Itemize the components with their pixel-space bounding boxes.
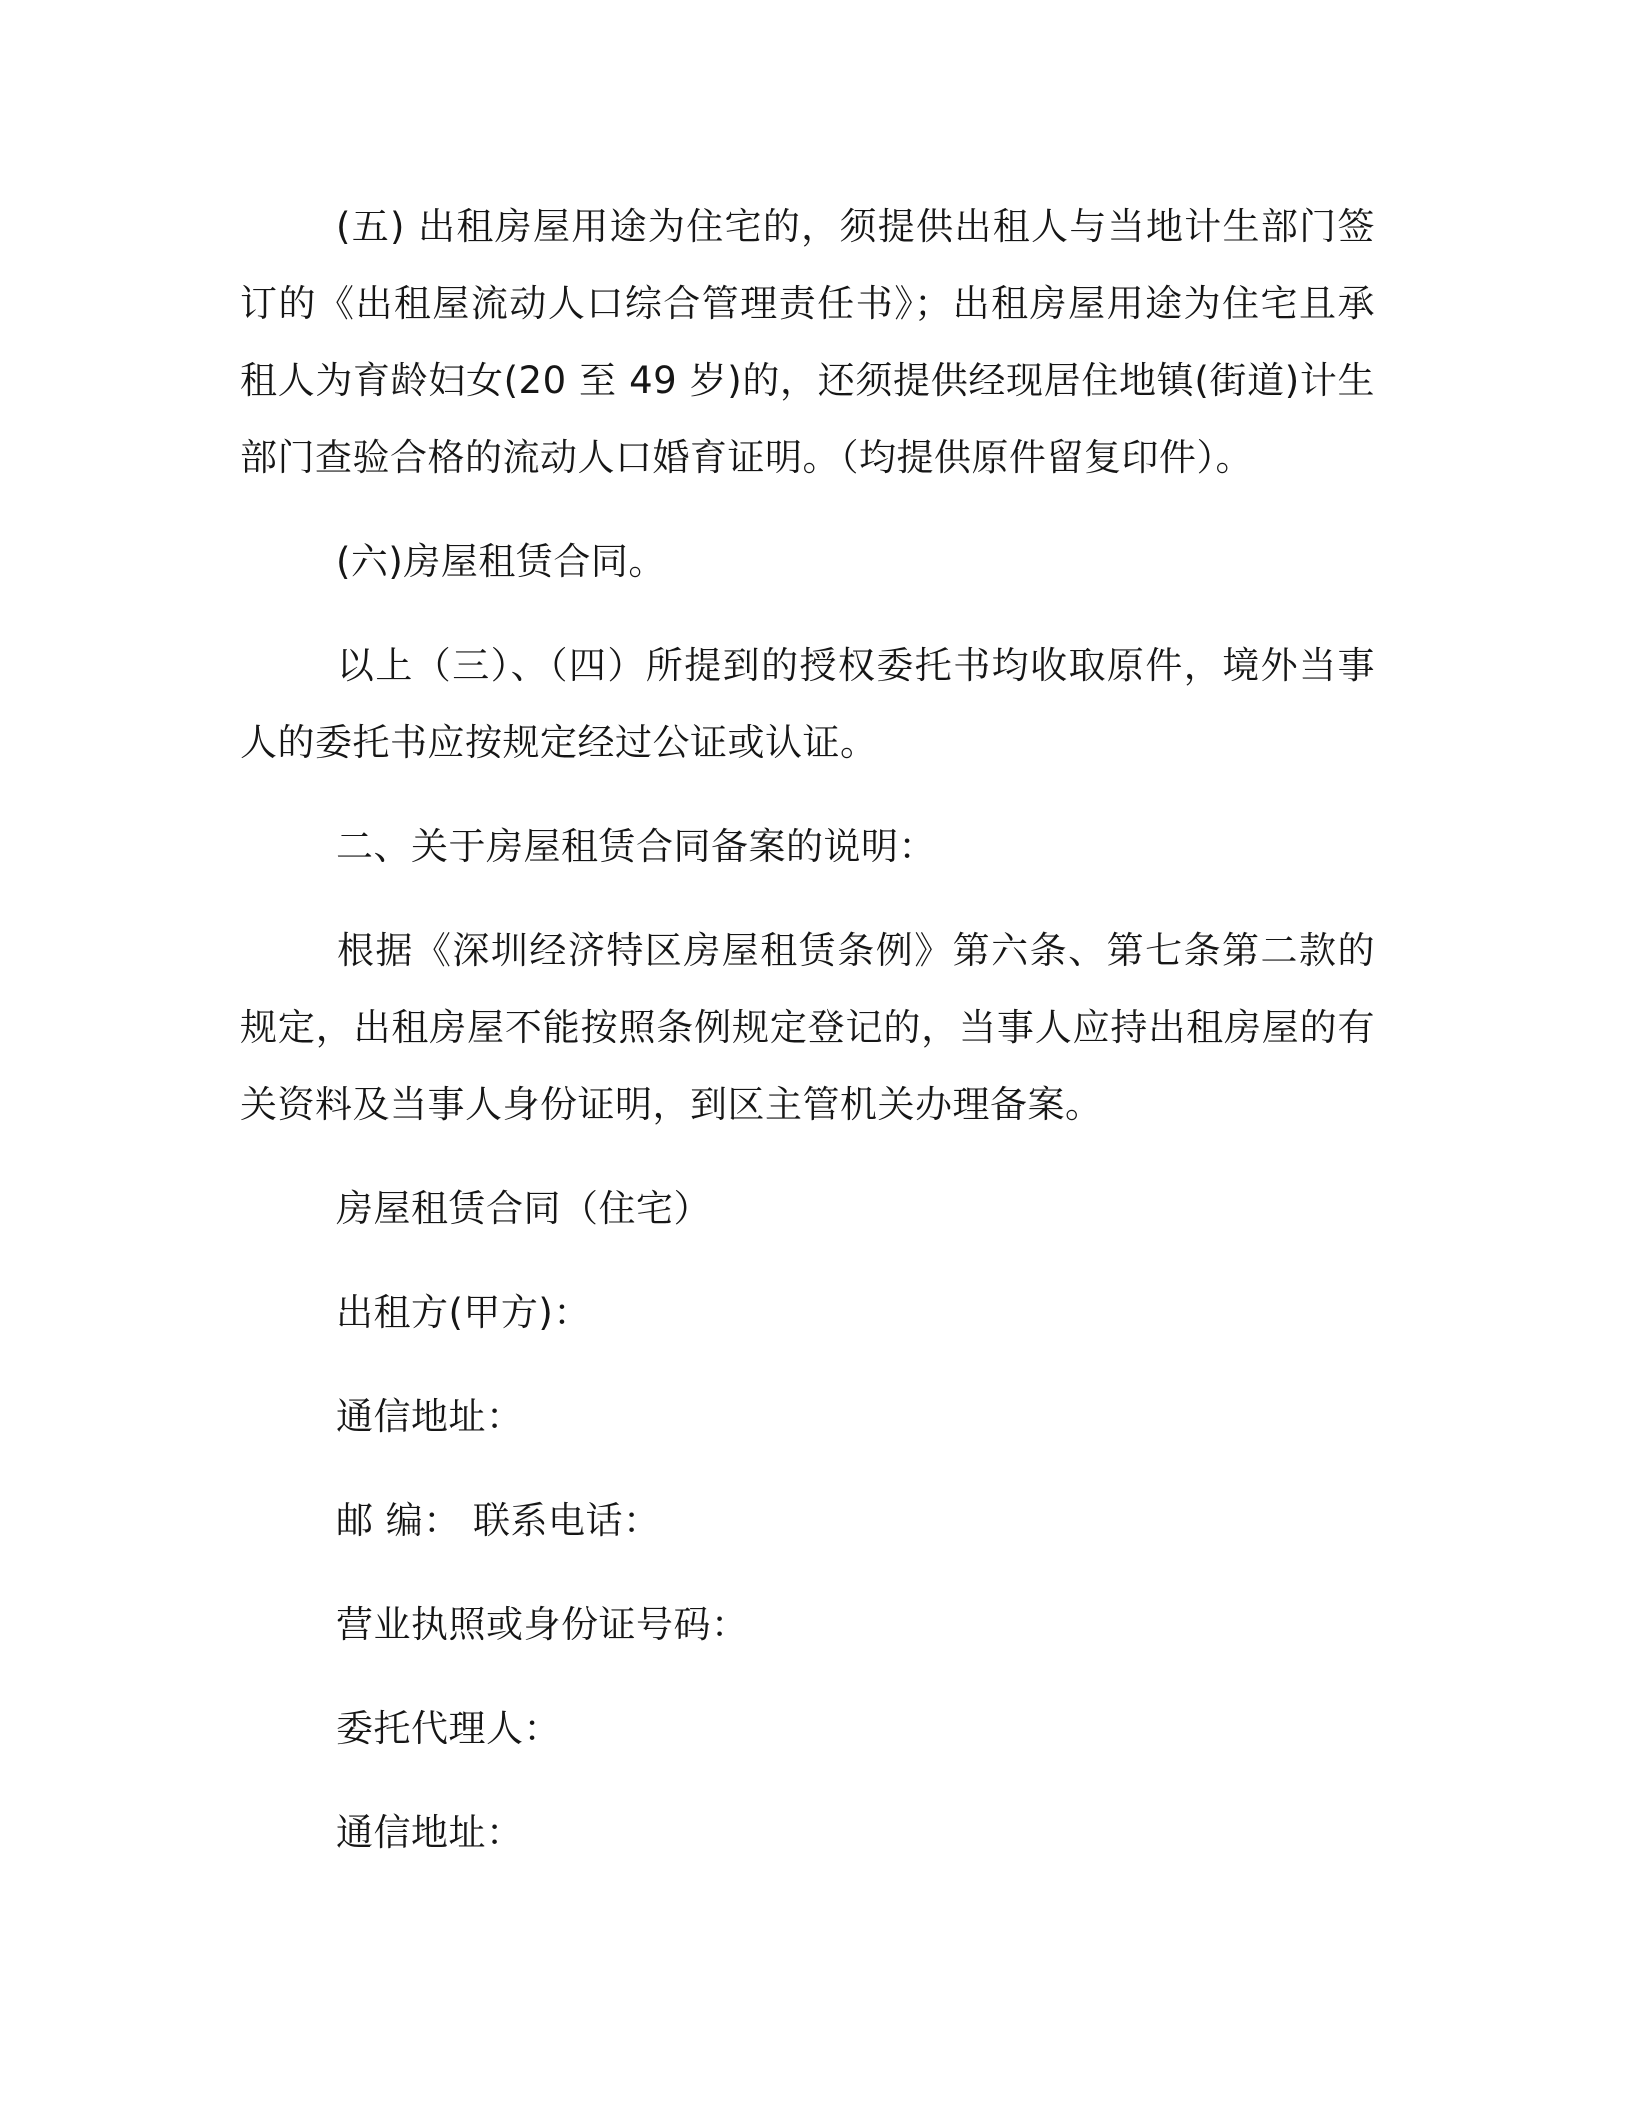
paragraph-authorization-note xyxy=(240,627,1375,781)
paragraph-text: (六)房屋租赁合同。 xyxy=(336,540,666,583)
paragraph-item-6-lease-contract xyxy=(240,523,1375,600)
field-label: 委托代理人： xyxy=(336,1707,561,1750)
field-label: 通信地址： xyxy=(336,1395,524,1438)
paragraph-regulation-basis xyxy=(240,912,1375,1143)
paragraph-text: 二、关于房屋租赁合同备案的说明： xyxy=(336,825,936,868)
document-body xyxy=(240,188,1375,1871)
field-agent xyxy=(240,1690,1375,1767)
paragraph-text: 根据《深圳经济特区房屋租赁条例》第六条、第七条第二款的规定，出租房屋不能按照条例规定登记的，当事人应持出租房屋的有关资料及当事人身份证明，到区主管机关办理备案。 xyxy=(240,929,1375,1126)
paragraph-text: (五) 出租房屋用途为住宅的，须提供出租人与当地计生部门签订的《出租屋流动人口综合管理责任书》；出租房屋用途为住宅且承租人为育龄妇女(20 至 49 岁)的，还须提供经现居住地镇(街道)计生部门查验合格的流动人口婚育证明。（均提供原件留复印件）。 xyxy=(240,205,1375,479)
field-label: 出租方(甲方)： xyxy=(336,1291,591,1334)
field-label: 邮 编： 联系电话： xyxy=(336,1499,661,1542)
field-mailing-address xyxy=(240,1378,1375,1455)
paragraph-item-5-requirement xyxy=(240,188,1375,496)
paragraph-text: 以上（三）、（四）所提到的授权委托书均收取原件，境外当事人的委托书应按规定经过公证或认证。 xyxy=(240,644,1375,764)
field-license-id xyxy=(240,1586,1375,1663)
contract-title xyxy=(240,1170,1375,1247)
field-label: 营业执照或身份证号码： xyxy=(336,1603,749,1646)
field-postcode-phone xyxy=(240,1482,1375,1559)
field-lessor xyxy=(240,1274,1375,1351)
field-agent-address xyxy=(240,1794,1375,1871)
field-label: 通信地址： xyxy=(336,1811,524,1854)
section-heading-filing-notes xyxy=(240,808,1375,885)
paragraph-text: 房屋租赁合同（住宅） xyxy=(336,1187,711,1230)
